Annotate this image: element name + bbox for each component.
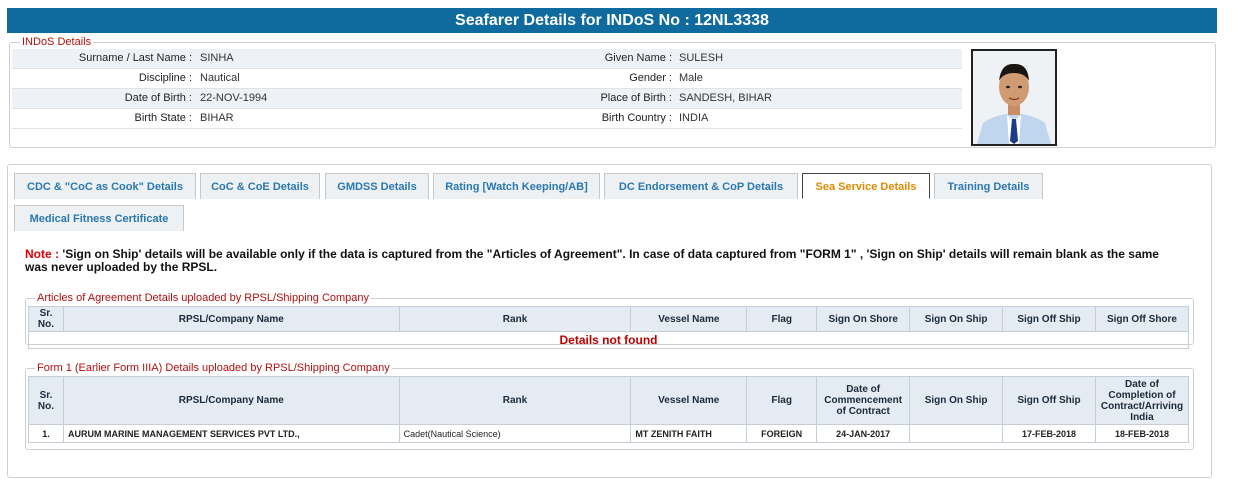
articles-table [28,306,1189,349]
details-not-found-message: Details not found [29,332,1189,349]
vessel-cell: MT ZENITH FAITH [631,425,747,443]
col-header: Rank [399,307,631,332]
col-header: Sign Off Ship [1003,307,1096,332]
articles-legend: Articles of Agreement Details uploaded by RPSL/Shipping Company [37,292,370,304]
rank-cell: Cadet(Nautical Science) [399,425,631,443]
table-row [29,425,1189,443]
place-of-birth-value: SANDESH, BIHAR [679,92,772,104]
col-header: Sign Off Shore [1095,307,1188,332]
given-name-label: Given Name : [604,52,672,64]
dob-value: 22-NOV-1994 [200,92,268,104]
seafarer-photo [971,49,1057,146]
tab-gmdss[interactable]: GMDSS Details [325,173,429,199]
col-header: Sign On Shore [817,307,910,332]
info-row [12,69,962,89]
tab-medical-fitness[interactable]: Medical Fitness Certificate [14,205,184,231]
completion-date-cell: 18-FEB-2018 [1095,425,1188,443]
given-name-value: SULESH [679,52,724,64]
form1-legend: Form 1 (Earlier Form IIIA) Details uploaded by RPSL/Shipping Company [37,362,390,374]
col-header: Flag [747,307,817,332]
discipline-value: Nautical [200,72,240,84]
note-prefix: Note : [25,247,59,261]
col-header: Sign On Ship [910,307,1003,332]
col-header: RPSL/Company Name [63,377,399,425]
col-header: Flag [747,377,817,425]
birth-country-value: INDIA [679,112,709,124]
tab-sea-service[interactable]: Sea Service Details [802,173,930,199]
company-cell: AURUM MARINE MANAGEMENT SERVICES PVT LTD., [63,425,399,443]
dob-label: Date of Birth : [124,92,192,104]
col-header: Sign On Ship [910,377,1003,425]
col-header: Rank [399,377,631,425]
col-header: Date of Commencement of Contract [817,377,910,425]
commence-date-cell: 24-JAN-2017 [817,425,910,443]
indos-details-legend: INDoS Details [22,36,92,48]
sr-no-cell: 1. [29,425,64,443]
col-header: Sign Off Ship [1003,377,1096,425]
tab-cdc-coc-cook[interactable]: CDC & "CoC as Cook" Details [14,173,196,199]
info-row [12,109,962,129]
sign-on-ship-cell [910,425,1003,443]
surname-value: SINHA [200,52,234,64]
birth-country-label: Birth Country : [601,112,672,124]
gender-value: Male [679,72,703,84]
gender-label: Gender : [629,72,672,84]
info-row [12,49,962,69]
sign-off-ship-cell: 17-FEB-2018 [1003,425,1096,443]
col-header: Vessel Name [631,377,747,425]
surname-label: Surname / Last Name : [78,52,192,64]
birth-state-value: BIHAR [200,112,234,124]
col-header: Sr. No. [29,307,64,332]
col-header: Date of Completion of Contract/Arriving India [1095,377,1188,425]
sign-on-ship-note [25,248,1175,274]
tab-rating[interactable]: Rating [Watch Keeping/AB] [433,173,600,199]
col-header: RPSL/Company Name [63,307,399,332]
note-text: 'Sign on Ship' details will be available only if the data is captured from the "Articles of Agreement". In case of data captured from "FORM 1" , 'Sign on Ship' details will remain blank as the same was never uploaded by the RPSL. [25,247,1159,274]
col-header: Vessel Name [631,307,747,332]
birth-state-label: Birth State : [134,112,192,124]
place-of-birth-label: Place of Birth : [600,92,672,104]
discipline-label: Discipline : [138,72,192,84]
page-title: Seafarer Details for INDoS No : 12NL3338 [7,8,1217,33]
tab-dc-endorsement[interactable]: DC Endorsement & CoP Details [604,173,798,199]
tab-coc-coe[interactable]: CoC & CoE Details [200,173,320,199]
info-row [12,89,962,109]
form1-table [28,376,1189,443]
flag-cell: FOREIGN [747,425,817,443]
tab-training[interactable]: Training Details [934,173,1043,199]
col-header: Sr. No. [29,377,64,425]
